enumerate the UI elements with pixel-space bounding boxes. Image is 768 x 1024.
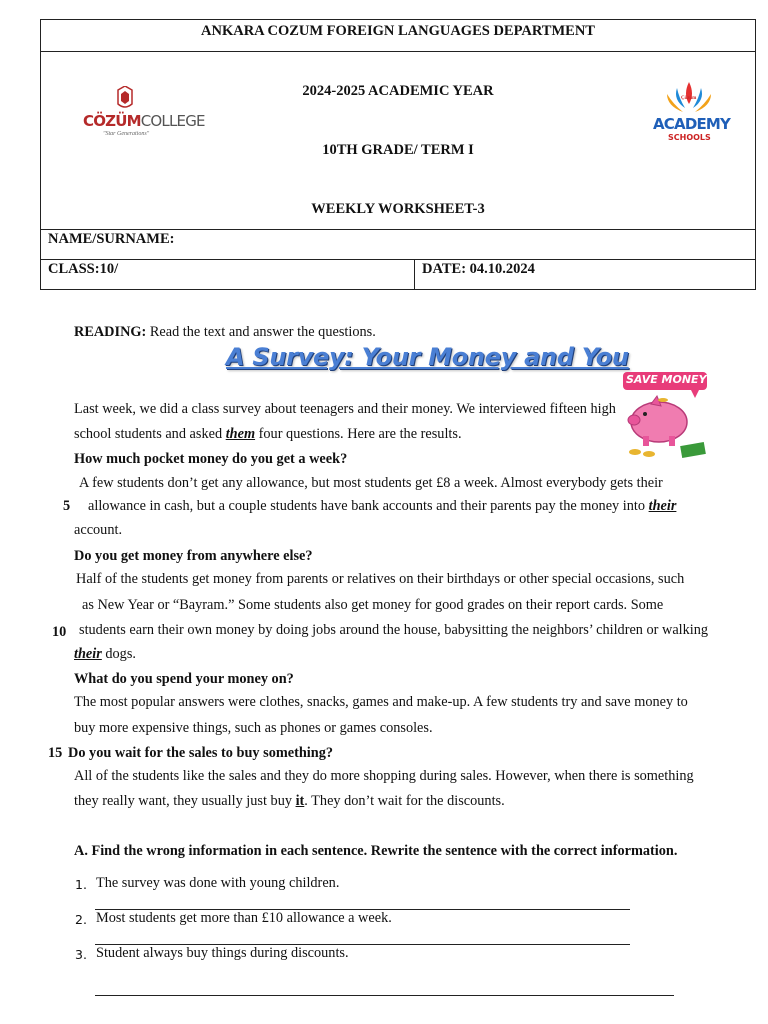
exercise-heading: A. Find the wrong information in each sentence. Rewrite the sentence with the correct information. [74, 843, 678, 859]
answer-3-line-2: buy more expensive things, such as phones or games consoles. [74, 720, 433, 736]
save-money-sticker: SAVE MONEY! [626, 373, 712, 386]
exercise-item-3: Student always buy things during discounts. [96, 945, 349, 961]
divider [41, 259, 755, 260]
reading-instruction-text: Read the text and answer the questions. [146, 324, 376, 340]
reference-word: their [648, 498, 677, 514]
answer-3-line-1: The most popular answers were clothes, snacks, games and make-up. A few students try and save money to [74, 694, 688, 710]
divider [414, 259, 415, 290]
reading-title: A Survey: Your Money and You [226, 343, 629, 371]
answer-4-line-1: All of the students like the sales and they do more shopping during sales. However, when there is something [74, 768, 694, 784]
name-field-label: NAME/SURNAME: [48, 231, 175, 247]
line-number: 15 [48, 745, 63, 761]
answer-2-line-1: Half of the students get money from parents or relatives on their birthdays or other special occasions, such [76, 571, 685, 587]
intro-line-2 [74, 422, 462, 447]
answer-text: . They don’t wait for the discounts. [304, 793, 505, 809]
reference-word: it [295, 793, 305, 809]
exercise-item-1: The survey was done with young children. [96, 875, 340, 891]
worksheet-title: WEEKLY WORKSHEET-3 [311, 201, 485, 217]
exercise-item-2: Most students get more than £10 allowance a week. [96, 910, 392, 926]
answer-1-line-1: A few students don’t get any allowance, but most students get £8 a week. Almost everybody gets their [79, 475, 663, 491]
line-number: 10 [52, 624, 67, 640]
class-field-label: CLASS:10/ [48, 261, 119, 277]
logo-brand-a: CÖZÜM [83, 112, 141, 130]
reference-word: them [225, 426, 256, 442]
answer-2-line-4 [74, 642, 136, 667]
question-4: Do you wait for the sales to buy something? [68, 745, 334, 761]
reading-label: READING: [74, 324, 147, 340]
answer-2-line-3: students earn their own money by doing jobs around the house, babysitting the neighbors’ children or walking [79, 622, 709, 638]
academic-year: 2024-2025 ACADEMIC YEAR [302, 83, 494, 99]
answer-4-line-2 [74, 789, 505, 814]
logo-small-text: Çözüm [681, 96, 697, 101]
reference-word: their [74, 646, 102, 662]
intro-line-1: Last week, we did a class survey about teenagers and their money. We interviewed fifteen high [74, 401, 616, 417]
logo-brand-b: COLLEGE [140, 112, 205, 130]
logo-schools: SCHOOLS [668, 133, 711, 142]
answer-line[interactable] [95, 995, 674, 996]
logo-tagline: "Star Generations" [103, 131, 150, 137]
divider [41, 229, 755, 230]
item-number: 1. [75, 877, 87, 892]
question-3: What do you spend your money on? [74, 671, 294, 687]
answer-text: dogs. [101, 646, 136, 662]
reading-instruction [74, 320, 376, 345]
item-number: 3. [75, 947, 87, 962]
question-2: Do you get money from anywhere else? [74, 548, 313, 564]
intro-text: four questions. Here are the results. [255, 426, 462, 442]
piggy-bank-illustration [621, 370, 711, 464]
question-1: How much pocket money do you get a week? [74, 451, 348, 467]
line-number: 5 [63, 498, 71, 514]
answer-1-line-2 [88, 494, 676, 519]
date-field-label: DATE: 04.10.2024 [422, 261, 535, 277]
answer-1-line-3: account. [74, 522, 123, 538]
logo-academy: ACADEMY [653, 115, 731, 133]
answer-2-line-2: as New Year or “Bayram.” Some students also get money for good grades on their report cards. Some [82, 597, 664, 613]
header-table [40, 19, 756, 290]
intro-text: school students and asked [74, 426, 226, 442]
answer-text: they really want, they usually just buy [74, 793, 296, 809]
department-title: ANKARA COZUM FOREIGN LANGUAGES DEPARTMENT [201, 23, 595, 39]
answer-text: allowance in cash, but a couple students have bank accounts and their parents pay the money into [88, 498, 649, 514]
item-number: 2. [75, 912, 87, 927]
grade-term: 10TH GRADE/ TERM I [322, 142, 474, 158]
academy-schools-logo [653, 80, 731, 148]
divider [41, 51, 755, 52]
